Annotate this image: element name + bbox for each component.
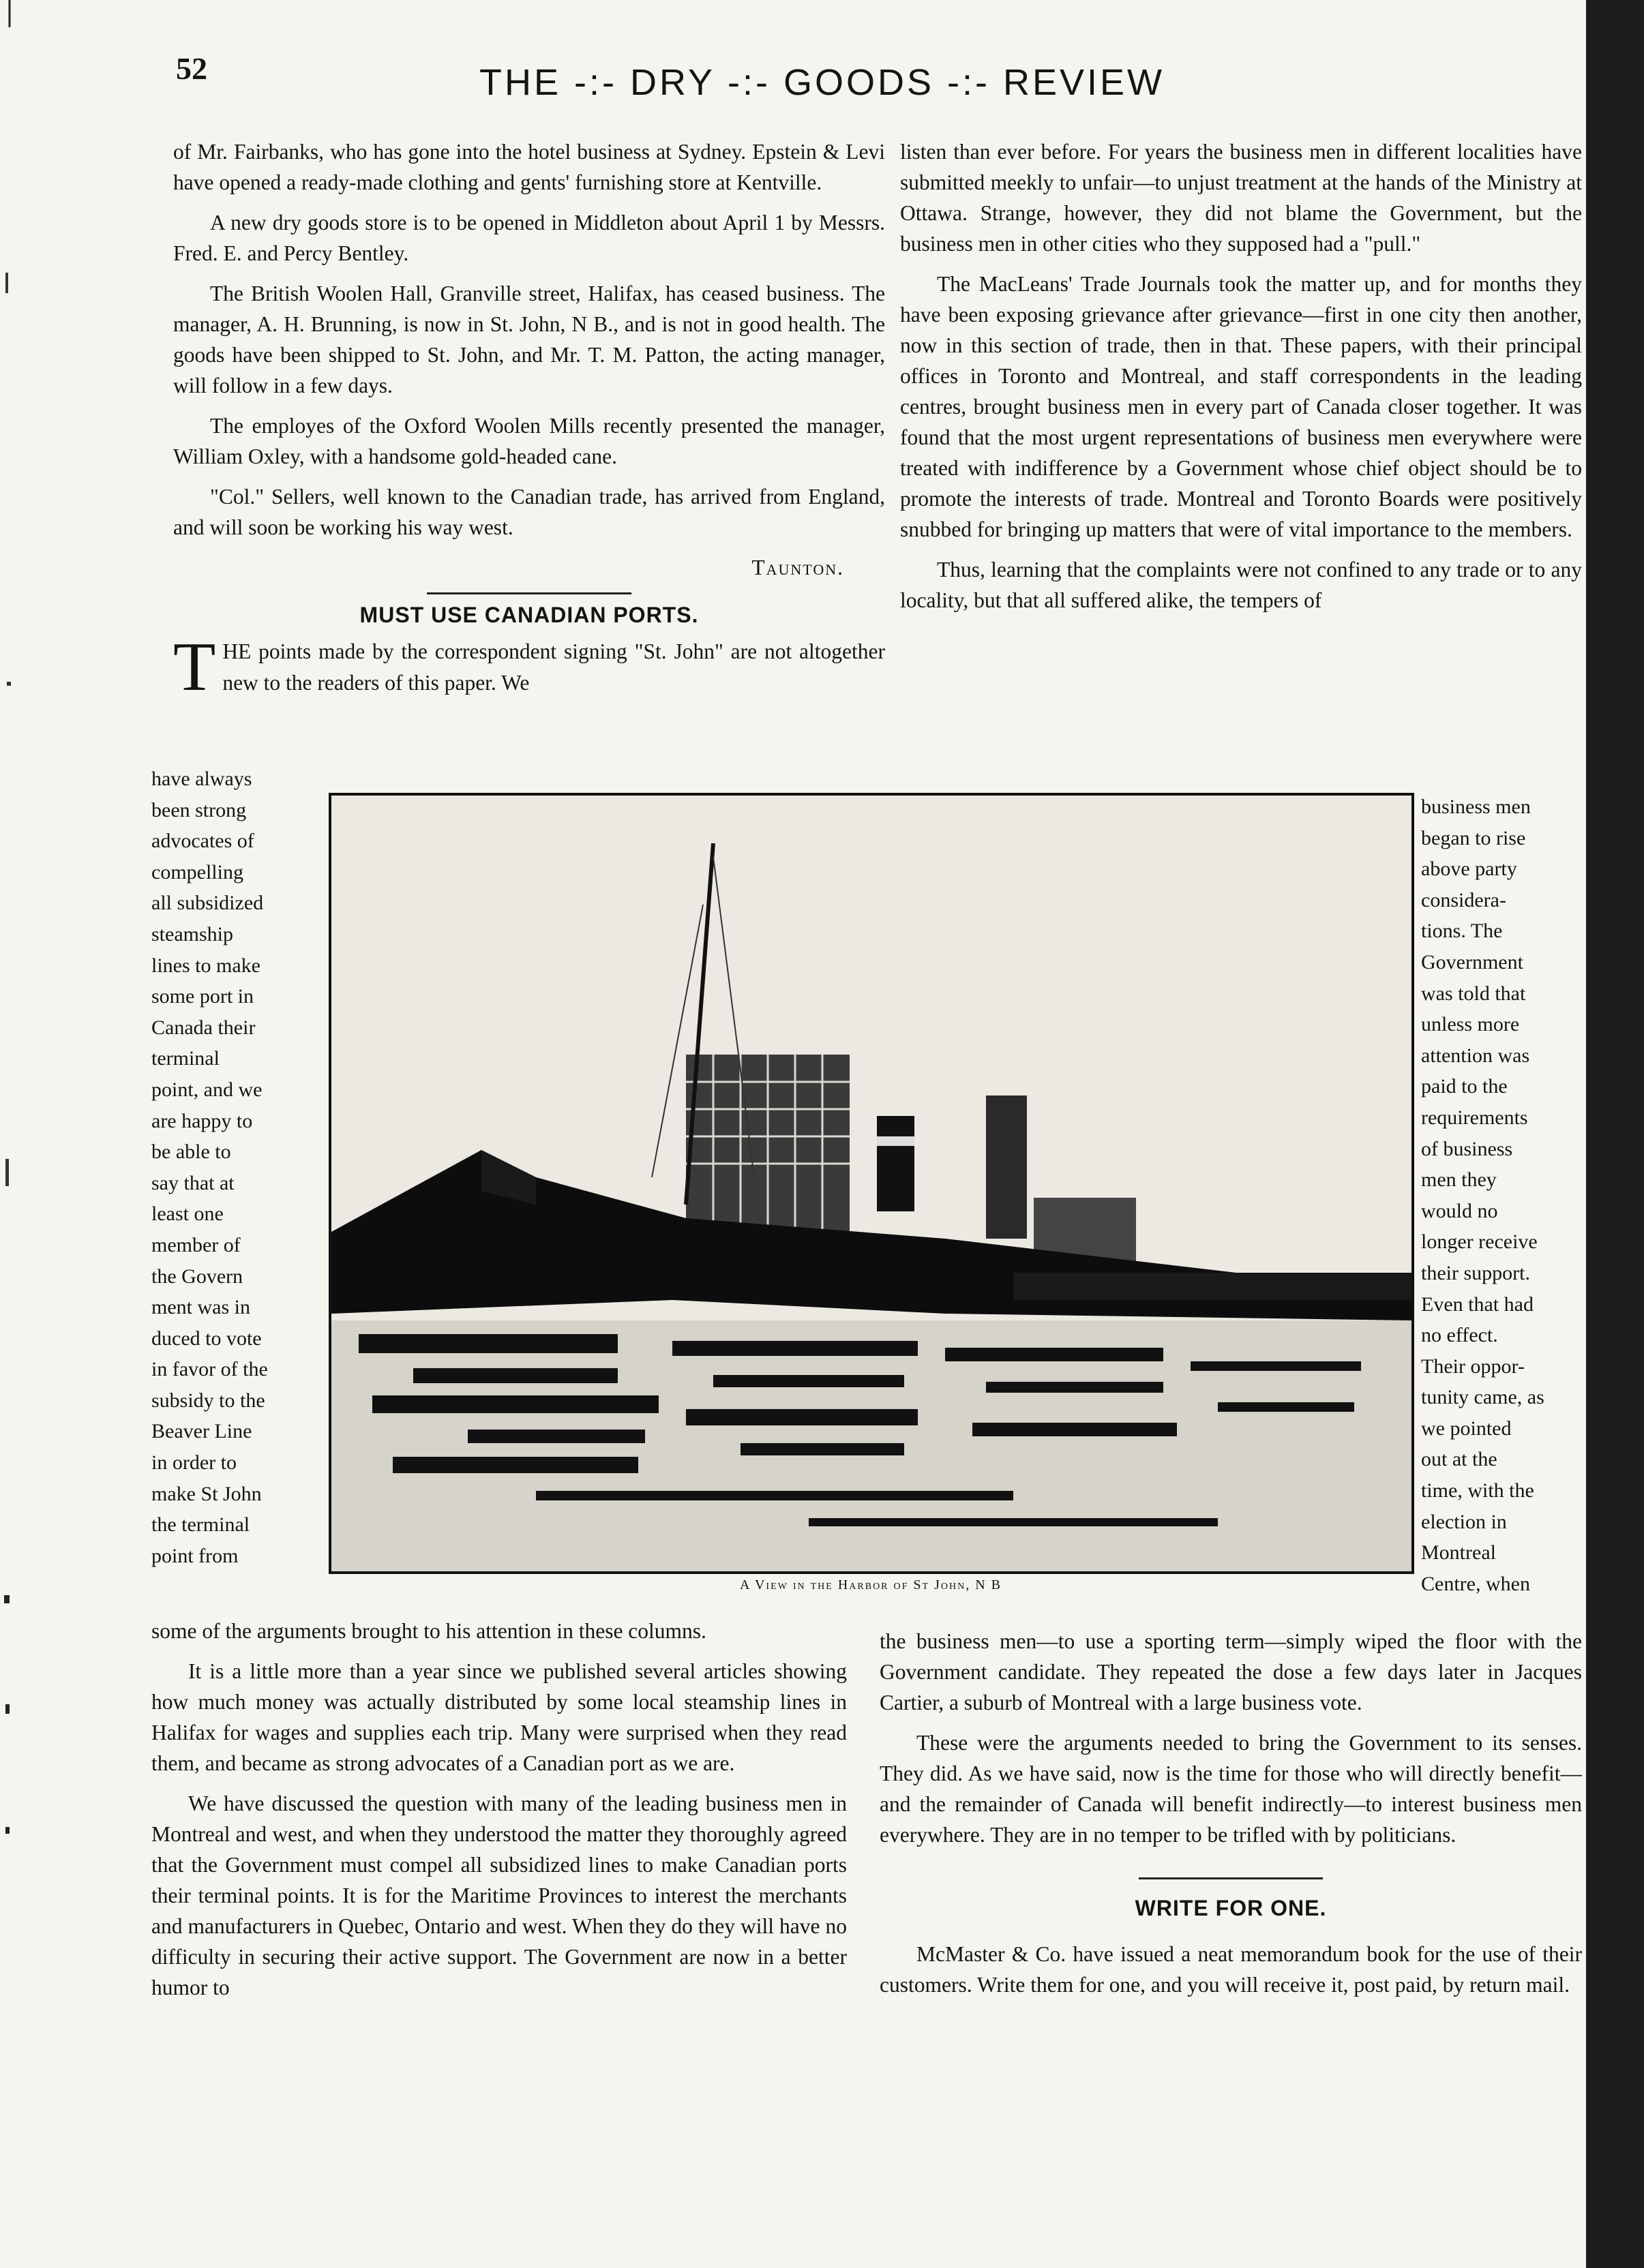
signoff: Taunton. bbox=[751, 556, 844, 579]
scan-dark-edge bbox=[1586, 0, 1644, 2268]
narrow-line: lines to make bbox=[151, 954, 260, 977]
narrow-line: point, and we bbox=[151, 1078, 263, 1101]
harbor-photo bbox=[329, 793, 1414, 1574]
narrow-line: duced to vote bbox=[151, 1327, 262, 1350]
intro-text: HE points made by the correspondent signing "St. John" are not altogether new to the readers of this paper. We bbox=[222, 639, 885, 695]
narrow-line: been strong bbox=[151, 798, 247, 821]
narrow-line: the Govern bbox=[151, 1265, 243, 1288]
paragraph: The MacLeans' Trade Journals took the matter up, and for months they have been exposing grievance after grievance—first in one city then another, now in this section of trade, then in that. These papers, with their principal offices in Toronto and Montreal, and staff correspondents in the leading centres, brought business men in every part of Canada closer together. It was found that the most urgent representations of business men everywhere were treated with indifference by a Government whose chief object should be to promote the interests of trade. Montreal and Toronto Boards were positively snubbed for bringing up matters that were of vital importance to the members. bbox=[900, 272, 1582, 541]
narrow-line: have always bbox=[151, 768, 252, 790]
photo-caption: A View in the Harbor of St John, N B bbox=[740, 1577, 1002, 1592]
article-heading: MUST USE CANADIAN PORTS. bbox=[359, 603, 699, 627]
masthead: THE -:- DRY -:- GOODS -:- REVIEW bbox=[479, 62, 1165, 103]
narrow-line: time, with the bbox=[1421, 1479, 1534, 1502]
narrow-line: Even that had bbox=[1421, 1292, 1534, 1316]
narrow-line: Centre, when bbox=[1421, 1572, 1530, 1595]
narrow-line: tunity came, as bbox=[1421, 1386, 1544, 1409]
paragraph: the business men—to use a sporting term—simply wiped the floor with the Government candidate. They repeated the dose a few days later in Jacques Cartier, a suburb of Montreal with a large business vote. bbox=[880, 1629, 1582, 1714]
narrow-line: requirements bbox=[1421, 1106, 1528, 1129]
narrow-line: the terminal bbox=[151, 1513, 250, 1537]
section-rule bbox=[427, 592, 631, 594]
left-column-bottom bbox=[151, 1616, 847, 2012]
narrow-line: out at the bbox=[1421, 1448, 1497, 1471]
narrow-line: would no bbox=[1421, 1199, 1498, 1222]
paragraph: These were the arguments needed to bring the Government to its senses. They did. As we have said, now is the time for those who will directly benefit—and the remainder of Canada will benefit indirectly—to interest business men everywhere. They are in no temper to be trifled with by politicians. bbox=[880, 1731, 1582, 1847]
narrow-line: terminal bbox=[151, 1047, 220, 1070]
narrow-line: subsidy to the bbox=[151, 1389, 265, 1412]
article-intro bbox=[173, 629, 885, 706]
narrow-line: began to rise bbox=[1421, 826, 1526, 849]
narrow-line: ment was in bbox=[151, 1296, 250, 1319]
narrow-line: longer receive bbox=[1421, 1230, 1538, 1254]
paragraph: The employes of the Oxford Woolen Mills recently presented the manager, William Oxley, with a handsome gold-headed cane. bbox=[173, 414, 885, 468]
paragraph: The British Woolen Hall, Granville street, Halifax, has ceased business. The manager, A. H. Brunning, is now in St. John, N B., and is not in good health. The goods have been shipped to St. John, and Mr. T. M. Patton, the acting manager, will follow in a few days. bbox=[173, 282, 885, 397]
paragraph: of Mr. Fairbanks, who has gone into the hotel business at Sydney. Epstein & Levi have opened a ready-made clothing and gents' furnishing store at Kentville. bbox=[173, 140, 885, 194]
narrow-line: steamship bbox=[151, 922, 233, 946]
narrow-line: paid to the bbox=[1421, 1075, 1508, 1098]
narrow-line: attention was bbox=[1421, 1044, 1530, 1067]
narrow-line: be able to bbox=[151, 1140, 231, 1164]
left-narrow-column bbox=[151, 763, 303, 1571]
steamship-illustration bbox=[331, 796, 1411, 1571]
narrow-line: we pointed bbox=[1421, 1417, 1512, 1440]
narrow-line: in favor of the bbox=[151, 1358, 268, 1381]
narrow-line: election in bbox=[1421, 1510, 1507, 1533]
drop-cap: T bbox=[173, 629, 216, 706]
section-rule bbox=[1139, 1877, 1323, 1879]
narrow-line: above party bbox=[1421, 858, 1517, 881]
paragraph: It is a little more than a year since we published several articles showing how much money was actually distributed by some local steamship lines in Halifax for wages and supplies each trip. Many were surprised when they read them, and became as strong advocates of a Canadian port as we are. bbox=[151, 1659, 847, 1775]
narrow-line: business men bbox=[1421, 796, 1531, 818]
narrow-line: Government bbox=[1421, 950, 1523, 973]
narrow-line: member of bbox=[151, 1233, 241, 1256]
paragraph: listen than ever before. For years the business men in different localities have submitted meekly to unfair—to unjust treatment at the hands of the Ministry at Ottawa. Strange, however, they did not blame the Government, but the business men in other cities who they supposed had a "pull." bbox=[900, 140, 1582, 256]
narrow-line: their support. bbox=[1421, 1261, 1530, 1284]
narrow-line: Montreal bbox=[1421, 1541, 1496, 1564]
narrow-line: Beaver Line bbox=[151, 1420, 252, 1443]
narrow-line: point from bbox=[151, 1544, 239, 1567]
narrow-line: some port in bbox=[151, 985, 254, 1008]
right-narrow-column bbox=[1421, 791, 1586, 1599]
narrow-line: compelling bbox=[151, 860, 243, 883]
narrow-line: Their oppor- bbox=[1421, 1355, 1525, 1378]
narrow-line: say that at bbox=[151, 1171, 235, 1194]
paragraph: Thus, learning that the complaints were not confined to any trade or to any locality, but that all suffered alike, the tempers of bbox=[900, 558, 1582, 612]
narrow-line: least one bbox=[151, 1203, 224, 1226]
narrow-line: in order to bbox=[151, 1451, 237, 1475]
narrow-line: all subsidized bbox=[151, 892, 264, 915]
narrow-line: tions. The bbox=[1421, 920, 1503, 943]
narrow-line: considera- bbox=[1421, 888, 1506, 911]
right-column-top bbox=[900, 136, 1582, 625]
paragraph: "Col." Sellers, well known to the Canadian trade, has arrived from England, and will soon be working his way west. bbox=[173, 485, 885, 539]
narrow-line: no effect. bbox=[1421, 1324, 1498, 1347]
narrow-line: make St John bbox=[151, 1482, 262, 1505]
narrow-line: advocates of bbox=[151, 830, 254, 853]
narrow-line: unless more bbox=[1421, 1013, 1520, 1036]
scan-binding-marks bbox=[0, 0, 20, 2268]
right-column-bottom bbox=[880, 1626, 1582, 2010]
narrow-line: are happy to bbox=[151, 1109, 253, 1132]
narrow-line: was told that bbox=[1421, 982, 1526, 1005]
page-number: 52 bbox=[176, 51, 207, 86]
paragraph: some of the arguments brought to his attention in these columns. bbox=[151, 1619, 706, 1643]
left-column-top bbox=[173, 136, 885, 706]
narrow-line: Canada their bbox=[151, 1016, 256, 1039]
narrow-line: of business bbox=[1421, 1137, 1513, 1160]
paragraph: We have discussed the question with many of the leading business men in Montreal and west, and when they understood the matter they thoroughly agreed that the Government must compel all subsidized lines to make Canadian ports their terminal points. It is for the Maritime Provinces to interest the merchants and manufacturers in Quebec, Ontario and west. When they do they will have no difficulty in securing their active support. The Government are now in a better humor to bbox=[151, 1791, 847, 1999]
article-heading: WRITE FOR ONE. bbox=[1135, 1896, 1327, 1920]
paragraph: McMaster & Co. have issued a neat memorandum book for the use of their customers. Write them for one, and you will receive it, post paid, by return mail. bbox=[880, 1942, 1582, 1997]
paragraph: A new dry goods store is to be opened in Middleton about April 1 by Messrs. Fred. E. and Percy Bentley. bbox=[173, 211, 885, 265]
narrow-line: men they bbox=[1421, 1168, 1497, 1192]
